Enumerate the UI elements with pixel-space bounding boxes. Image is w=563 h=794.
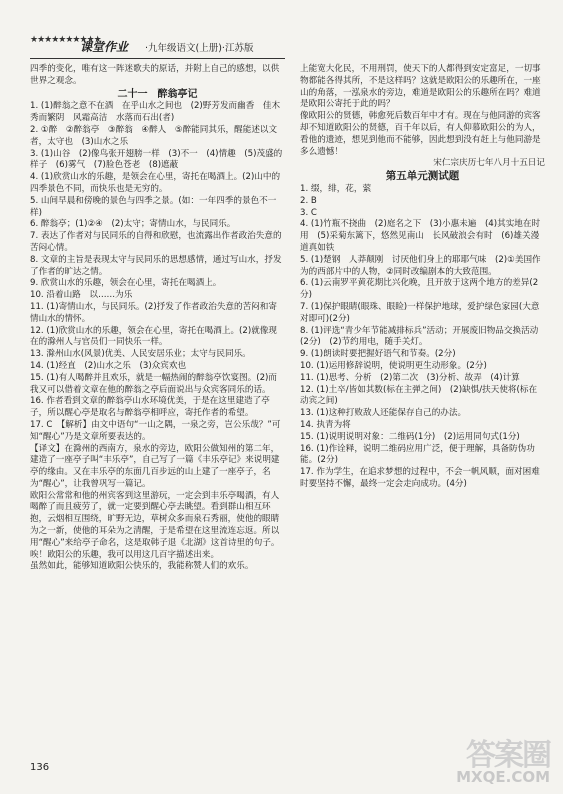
answer-line: 10. (1)运用修辞说明，使说明更生动形象。(2分) bbox=[300, 360, 487, 371]
watermark-logo-text: 答案圈 bbox=[466, 738, 550, 773]
answer-line: 12. (1)土卒/皆如其数(标在主弹之间) (2)缺惧/扶天使将(标在动宾之间) bbox=[300, 384, 538, 407]
translation-paragraph: 上能宽大化民，不用刑罚，使天下的人都得到安定富足，一切事物都能各得其所，不是这样吗？这就是欧阳公的乐趣所在，一座山的角落，一泓泉水的旁边，难道是欧阳公的乐趣所在吗？难道是欧阳公寄托于此的吗？ bbox=[300, 64, 541, 110]
translation-paragraph: 虽然如此，能够知道欧阳公快乐的，我能称赞人们的欢乐。 bbox=[30, 561, 254, 572]
answer-line: 2. B bbox=[300, 195, 317, 206]
answer-line: 7. 表达了作者对与民同乐的自得和欣慰，也流露出作者政治失意的苦闷心情。 bbox=[30, 231, 282, 253]
section-title: 二十一 醉翁亭记 bbox=[117, 88, 198, 100]
answer-line: 14. 执青为将 bbox=[300, 419, 351, 430]
answer-line: 16. 作者看到文章的醉翁亭山水环境优美，于是在这里建造了亭子，所以醒心亭是取名与醉翁亭相呼应，寄托作者的希望。 bbox=[30, 396, 270, 419]
answer-line: 2. ①醉 ②醉翁亭 ③醉翁 ④醉人 ⑤醉能同其乐，醒能述以文者，太守也 (3)山水之乐 bbox=[30, 124, 278, 147]
translation-date: 宋仁宗庆历七年八月十五日记 bbox=[433, 158, 545, 169]
translation-paragraph: 像欧阳公的贤德，韩愈死后数百年中才有。现在与他同游的宾客却不知道欧阳公的贤德，百千年以后，有人仰慕欧阳公的为人，看他的遗迹，想见到他而不能够，因此想到没有赶上与他同游是多么遗憾！ bbox=[300, 111, 541, 157]
answer-line: 15. (1)有人喝醉并且欢乐，就是一幅热闹的醉翁亭饮宴图。(2)而我又可以借着文章在他的醉翁之亭后面说出与众宾客同乐的话。 bbox=[30, 372, 277, 395]
page-number: 136 bbox=[30, 762, 50, 773]
answer-line: 12. (1)欣赏山水的乐趣，领会在心里，寄托在喝酒上。(2)就像现在的滁州人与官员们一同快乐一样。 bbox=[30, 325, 277, 348]
page-header bbox=[30, 36, 540, 56]
answer-line: 15. (1)说明说明对象：二维码(1分) (2)运用同句式(1分) bbox=[300, 431, 520, 442]
answer-line: 11. (1)思考、分析 (2)第二次 (3)分析、故弄 (4)计算 bbox=[300, 372, 520, 383]
answer-line: 9. (1)朗读时要把握好语气和节奏。(2分) bbox=[300, 349, 456, 360]
answer-line: 17. 作为学生，在追求梦想的过程中，不会一帆风顺，面对困难时要坚持不懈，最终一定会走向成功。(4分) bbox=[300, 467, 540, 489]
answer-line: 7. (1)保护眼睛(眼珠、眼睑)一样保护地球，爱护绿色家园(大意对即可)(2分) bbox=[300, 301, 540, 324]
answer-line: 5. (1)楚钢 人莽颠刚 讨厌他们身上的耶耶气味 (2)①美国作为的西部片中的人物，②同时改编剧本的大致范围。 bbox=[300, 254, 541, 277]
translation-paragraph: 【译文】在滁州的西南方，泉水的旁边，欧阳公做知州的第二年，建造了一座亭子叫“丰乐亭”，自己写了一篇《丰乐亭记》来说明建亭的缘由。又在丰乐亭的东面几百步远的山上建了一座亭子，名为“醒心”，让我曾巩写一篇记。 bbox=[30, 443, 280, 489]
answer-line: 8. (1)评选“青少年节能减排标兵”活动；开展废旧物品交换活动(2分) (2)节约用电，随手关灯。 bbox=[300, 325, 539, 348]
answer-line: 6. 醉翁亭；(1)②④ (2)太守；寄情山水，与民同乐。 bbox=[30, 219, 236, 230]
translation-paragraph: 欧阳公常常和他的州宾客到这里游玩，一定会到丰乐亭喝酒，有人喝醉了而且疲劳了，就一定要到醒心亭去眺望。看到群山相互环抱，云烟相互围绕，旷野无边，草树众多而泉石秀丽，使他的眼睛为之一新，使他的耳朵为之清醒，于是希望在这里流连忘返。所以用“醒心”来给亭子命名，这是取韩子退《北湖》这首诗里的句子。唉！欧阳公的乐趣，我可以用这几百字描述出来。 bbox=[30, 490, 280, 560]
answer-line: 4. (1)欣赏山水的乐趣，是领会在心里，寄托在喝酒上。(2)山中的四季景色不同，而快乐也是无穷的。 bbox=[30, 172, 281, 194]
left-column bbox=[30, 64, 285, 573]
answer-line: 5. 山间早晨和傍晚的景色与四季之景。(如：一年四季的景色不一样) bbox=[30, 195, 277, 218]
answer-line: 16. (1)作诠释，说明二维码应用广泛，便于理解，具备防伪功能。(2分) bbox=[300, 443, 535, 466]
section-title: 第五单元测试题 bbox=[385, 170, 460, 183]
answer-line: 4. (1)竹瓶不挠曲 (2)庭名之下 (3)小惠未遍 (4)其实地在时用 (5)采菊东篱下，悠然见南山 长风破浪会有时 (6)雄关漫道真如铁 bbox=[300, 219, 541, 253]
answer-line: 9. 欣赏山水的乐趣，领会在心里，寄托在喝酒上。 bbox=[30, 278, 222, 289]
watermark bbox=[418, 730, 558, 790]
header-rule bbox=[30, 58, 285, 59]
answer-line: 8. 文章的主旨是表现太守与民同乐的思想感情，通过写山水，抒发了作者的旷达之情。 bbox=[30, 254, 282, 277]
answer-line: 11. (1)寄情山水，与民同乐。(2)抒发了作者政治失意的苦闷和寄情山水的情怀。 bbox=[30, 301, 277, 324]
answer-line: 10. 沿着山路 以……为乐 bbox=[30, 290, 133, 301]
answer-line: 3. (1)山谷 (2)像鸟张开翅膀一样 (3)不一 (4)情趣 (5)茂盛的样子 (6)雾气 (7)脸色苍老 (8)遮蔽 bbox=[30, 148, 283, 171]
header-title: 课堂作业 bbox=[80, 40, 129, 54]
answer-line: 13. (1)这种打败敌人还能保存自己的办法。 bbox=[300, 408, 467, 419]
watermark-url: MXQE.COM bbox=[456, 768, 550, 786]
answer-line: 1. (1)醉翁之意不在酒 在乎山水之间也 (2)野芳发而幽香 佳木秀而繁阴 风霜高洁 水落而石出(者) bbox=[30, 101, 281, 124]
answer-line: 6. (1)云南罗平黄花期比兴化晚，且开放于这两个地方的差异(2分) bbox=[300, 278, 539, 301]
answer-line: 1. 缀，绯，花，萦 bbox=[300, 183, 372, 194]
answer-line: 13. 滁州山水(风景)优美、人民安居乐业；太守与民同乐。 bbox=[30, 349, 251, 360]
answer-line: 3. C bbox=[300, 207, 317, 218]
header-subtitle: ·九年级语文(上册)·江苏版 bbox=[145, 43, 254, 54]
header-stars-decoration: ★★★★★★★★★★ bbox=[30, 35, 101, 45]
answer-line: 14. (1)经直 (2)山水之乐 (3)众宾欢也 bbox=[30, 360, 187, 371]
answer-line: 17. C 【解析】由文中语句“一山之隅，一泉之旁，岂公乐哉？”可知“醒心”乃是文章所要表达的。 bbox=[30, 419, 281, 442]
answer-line: 四季的变化，唯有这一阵迷歌夫的原话，并附上自己的感想，以供世界之观念。 bbox=[30, 64, 280, 86]
right-column bbox=[300, 64, 545, 491]
